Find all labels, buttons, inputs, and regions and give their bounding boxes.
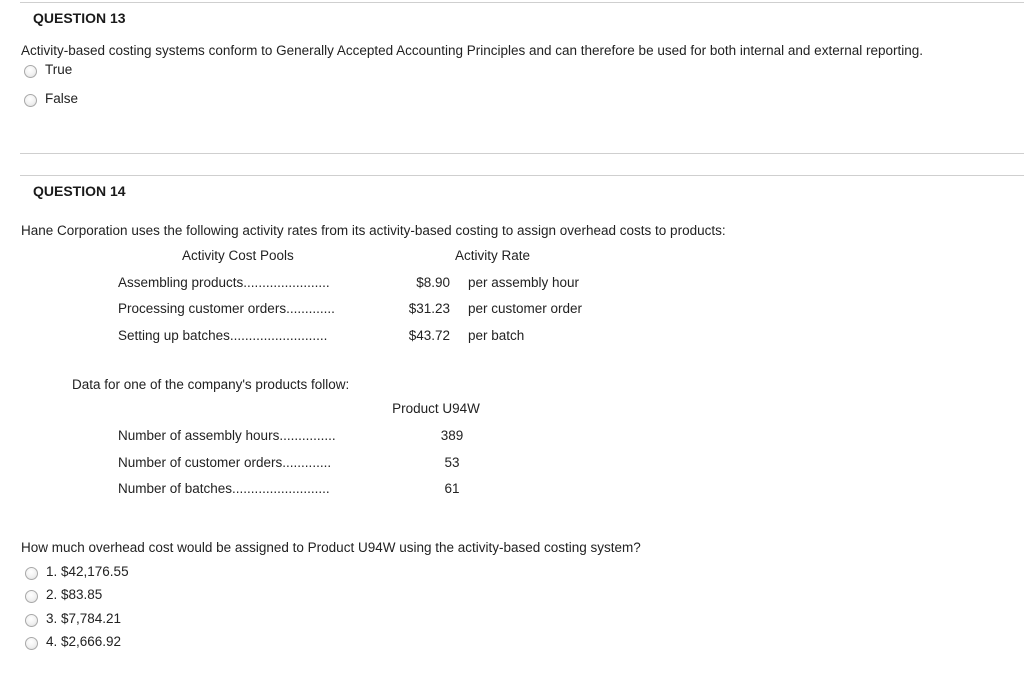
question-13-prompt: Activity-based costing systems conform to Generally Accepted Accounting Principles and can therefore be used for both internal and external reporting. (21, 43, 923, 58)
rates-header-activity-rate: Activity Rate (455, 248, 531, 263)
top-divider (20, 2, 1024, 3)
rates-row-unit: per customer order (468, 301, 583, 316)
rates-row-unit: per batch (468, 328, 525, 343)
q14-option-3-label[interactable]: 3. $7,784.21 (46, 611, 122, 626)
rates-row-rate: $8.90 (416, 275, 450, 290)
q14-option-1-label[interactable]: 1. $42,176.55 (46, 564, 129, 579)
question-14-intro: Hane Corporation uses the following activity rates from its activity-based costing to assign overhead costs to products: (21, 223, 726, 238)
rates-row-rate: $43.72 (408, 328, 450, 343)
product-row-label: Number of assembly hours............... (118, 428, 336, 443)
question-14-top-divider (20, 175, 1024, 176)
product-row-label: Number of batches.......................... (118, 481, 330, 496)
q13-option-true-label[interactable]: True (45, 62, 73, 77)
q14-option-1-radio[interactable] (25, 567, 38, 580)
rates-header-cost-pools: Activity Cost Pools (182, 248, 294, 263)
product-row-label: Number of customer orders............. (118, 455, 332, 470)
q14-option-3-radio[interactable] (25, 614, 38, 627)
product-row-value: 61 (444, 481, 460, 496)
rates-row-pool: Processing customer orders............. (118, 301, 335, 316)
q14-option-4-radio[interactable] (25, 637, 38, 650)
question-13-title: QUESTION 13 (33, 10, 126, 26)
rates-row-rate: $31.23 (408, 301, 450, 316)
product-data-intro: Data for one of the company's products follow: (72, 377, 350, 392)
rates-row-pool: Assembling products....................... (118, 275, 330, 290)
question-14-title: QUESTION 14 (33, 183, 126, 199)
q13-option-false-label[interactable]: False (45, 91, 79, 106)
product-row-value: 53 (444, 455, 460, 470)
rates-row-unit: per assembly hour (468, 275, 580, 290)
q13-option-true-radio[interactable] (24, 65, 37, 78)
q14-option-4-label[interactable]: 4. $2,666.92 (46, 634, 122, 649)
product-header: Product U94W (392, 401, 480, 416)
q14-option-2-radio[interactable] (25, 590, 38, 603)
question-14-question: How much overhead cost would be assigned to Product U94W using the activity-based costing system? (21, 540, 641, 555)
product-row-value: 389 (440, 428, 464, 443)
question-13-bottom-divider (20, 153, 1024, 154)
q13-option-false-radio[interactable] (24, 94, 37, 107)
rates-row-pool: Setting up batches.......................... (118, 328, 328, 343)
q14-option-2-label[interactable]: 2. $83.85 (46, 587, 103, 602)
